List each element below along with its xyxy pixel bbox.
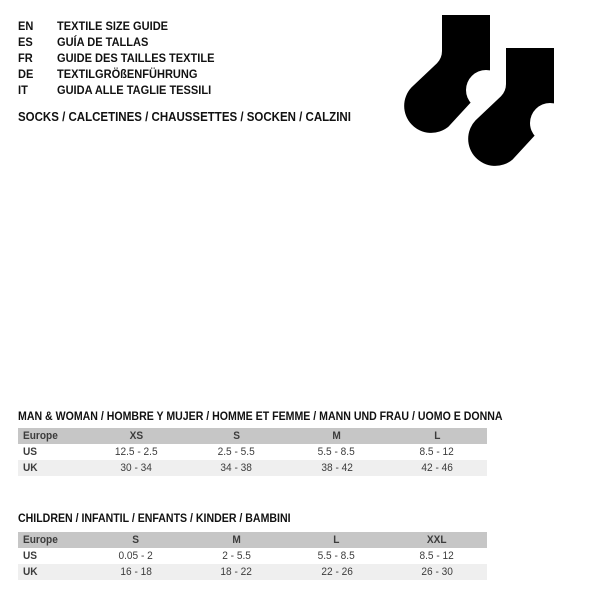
- language-row-it: [18, 82, 228, 98]
- size-value: [186, 462, 286, 474]
- column-header-size: [387, 430, 487, 442]
- size-table-children: [18, 532, 487, 580]
- language-label: [57, 67, 210, 81]
- language-code: [18, 51, 57, 65]
- language-row-es: [18, 34, 228, 50]
- category-line: [18, 110, 380, 125]
- size-value-text: 8.5 - 12: [419, 446, 455, 458]
- size-value-text: 0.05 - 2: [118, 550, 154, 562]
- size-value: [287, 550, 387, 562]
- language-label-text: GUÍA DE TALLAS: [57, 35, 149, 49]
- column-header-text: M: [232, 534, 241, 546]
- language-code-text: ES: [18, 35, 33, 49]
- column-header-size: [186, 534, 286, 546]
- table-title-adults: [18, 411, 545, 425]
- row-label: [18, 446, 86, 458]
- column-header-text: Europe: [23, 430, 58, 442]
- language-row-de: [18, 66, 228, 82]
- size-value: [186, 566, 286, 578]
- size-value-text: 38 - 42: [320, 462, 353, 474]
- column-header-text: XXL: [427, 534, 447, 546]
- size-value-text: 2.5 - 5.5: [217, 446, 255, 458]
- language-list: [18, 18, 228, 98]
- column-header-text: L: [333, 534, 340, 546]
- language-label-text: GUIDE DES TAILLES TEXTILE: [57, 51, 215, 65]
- column-header-text: XS: [129, 430, 143, 442]
- size-value: [387, 550, 487, 562]
- table-row-uk: [18, 564, 487, 580]
- size-value-text: 2 - 5.5: [222, 550, 251, 562]
- row-label-text: UK: [23, 462, 38, 474]
- size-value-text: 22 - 26: [320, 566, 353, 578]
- column-header-size: [186, 430, 286, 442]
- size-value: [86, 566, 186, 578]
- row-label-text: US: [23, 550, 38, 562]
- column-header-size: [86, 534, 186, 546]
- language-code-text: FR: [18, 51, 33, 65]
- table-header-row: [18, 428, 487, 444]
- size-value: [287, 462, 387, 474]
- category-line-text: SOCKS / CALCETINES / CHAUSSETTES / SOCKEN / CALZINI: [18, 110, 351, 124]
- size-value: [387, 446, 487, 458]
- table-title-text: MAN & WOMAN / HOMBRE Y MUJER / HOMME ET FEMME / MANN UND FRAU / UOMO E DONNA: [18, 411, 503, 423]
- column-header-size: [387, 534, 487, 546]
- language-label-text: GUIDA ALLE TAGLIE TESSILI: [57, 83, 212, 97]
- row-label-text: US: [23, 446, 38, 458]
- table-row-us: [18, 444, 487, 460]
- table-row-uk: [18, 460, 487, 476]
- row-label-text: UK: [23, 566, 38, 578]
- language-label: [57, 51, 228, 65]
- size-value: [86, 550, 186, 562]
- table-title-text: CHILDREN / INFANTIL / ENFANTS / KINDER / BAMBINI: [18, 513, 291, 525]
- size-value-text: 5.5 - 8.5: [318, 446, 356, 458]
- size-value: [86, 446, 186, 458]
- size-value: [86, 462, 186, 474]
- column-header-text: S: [132, 534, 140, 546]
- size-table-adults: [18, 428, 487, 476]
- language-row-en: [18, 18, 228, 34]
- language-label-text: TEXTILE SIZE GUIDE: [57, 19, 169, 33]
- size-value: [387, 462, 487, 474]
- language-code: [18, 35, 57, 49]
- language-code-text: DE: [18, 67, 34, 81]
- row-label: [18, 566, 86, 578]
- size-value-text: 5.5 - 8.5: [318, 550, 356, 562]
- size-value-text: 34 - 38: [220, 462, 253, 474]
- size-value: [186, 550, 286, 562]
- size-value-text: 12.5 - 2.5: [114, 446, 158, 458]
- language-row-fr: [18, 50, 228, 66]
- size-value: [287, 566, 387, 578]
- size-value-text: 8.5 - 12: [419, 550, 455, 562]
- table-row-us: [18, 548, 487, 564]
- size-value-text: 30 - 34: [120, 462, 152, 474]
- column-header-europe: [18, 430, 86, 442]
- language-code-text: IT: [18, 83, 28, 97]
- language-label-text: TEXTILGRÖßENFÜHRUNG: [57, 67, 198, 81]
- column-header-text: L: [433, 430, 440, 442]
- language-label: [57, 35, 156, 49]
- size-value: [387, 566, 487, 578]
- size-value-text: 16 - 18: [120, 566, 152, 578]
- column-header-text: Europe: [23, 534, 58, 546]
- row-label: [18, 462, 86, 474]
- language-code: [18, 19, 57, 33]
- size-value-text: 42 - 46: [421, 462, 453, 474]
- column-header-size: [287, 534, 387, 546]
- size-value-text: 18 - 22: [220, 566, 253, 578]
- table-header-row: [18, 532, 487, 548]
- language-label: [57, 19, 178, 33]
- column-header-europe: [18, 534, 86, 546]
- column-header-size: [86, 430, 186, 442]
- column-header-text: M: [332, 430, 341, 442]
- column-header-size: [287, 430, 387, 442]
- size-value: [287, 446, 387, 458]
- language-code-text: EN: [18, 19, 34, 33]
- size-value: [186, 446, 286, 458]
- table-title-children: [18, 513, 314, 527]
- language-label: [57, 83, 225, 97]
- row-label: [18, 550, 86, 562]
- language-code: [18, 83, 57, 97]
- size-value-text: 26 - 30: [421, 566, 453, 578]
- column-header-text: S: [232, 430, 240, 442]
- language-code: [18, 67, 57, 81]
- socks-icon: [402, 15, 560, 177]
